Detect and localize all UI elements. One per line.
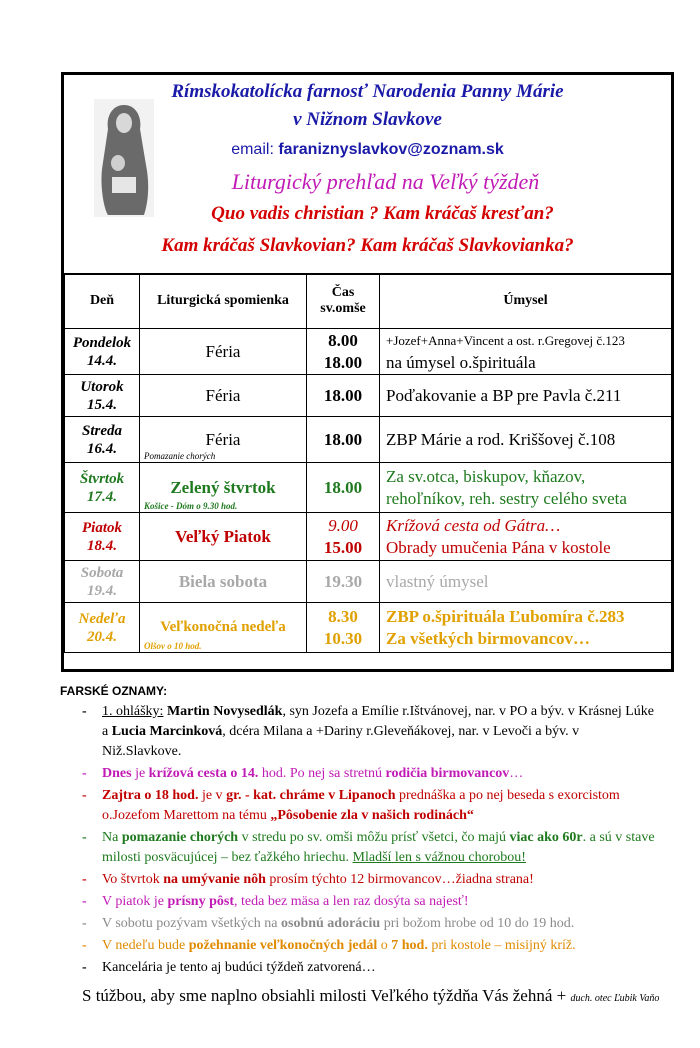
intention-cell (380, 463, 672, 513)
observance-cell (140, 561, 307, 603)
notice-text: Kancelária je tento aj budúci týždeň zatvorená… (102, 960, 376, 975)
day-cell (65, 513, 140, 561)
day-name: Streda (81, 422, 122, 439)
notice-text: V nedeľu bude požehnanie veľkonočných jedál o 7 hod. pri kostole – misijný kríž. (102, 938, 576, 953)
intention-1: Krížová cesta od Gátra… (386, 515, 561, 535)
time-cell (307, 463, 380, 513)
bullet-dash: - (82, 830, 87, 845)
mass-time-1: 9.00 (328, 515, 358, 535)
notice-item (60, 702, 660, 762)
day-date: 18.4. (87, 537, 117, 554)
col-header-den: Deň (65, 274, 140, 329)
intention-2: Obrady umučenia Pána v kostole (386, 537, 611, 557)
intention-cell (380, 329, 672, 375)
parish-notices (60, 684, 660, 980)
notice-text: V piatok je prísny pôst, teda bez mäsa a len raz dosýta sa najesť! (102, 894, 469, 909)
table-row (65, 561, 672, 603)
notice-text: Dnes je krížová cesta o 14. hod. Po nej sa stretnú rodičia birmovancov… (102, 766, 524, 781)
col-header-spomienka: Liturgická spomienka (140, 274, 307, 329)
notice-text: Na pomazanie chorých v stredu po sv. omši môžu prísť všetci, čo majú viac ako 60r. a sú v stave milosti posväcujúcej – bez ťažkého hriechu. Mladší len s vážnou chorobou! (102, 830, 655, 865)
notice-text: 1. ohlášky: Martin Novysedlák, syn Jozefa a Emílie r.Ištvánovej, nar. v PO a býv. v Krásnej Lúke a Lucia Marcinková, dcéra Milana a +Dariny r.Gleveňákovej, nar. v Levoči a býv. v Niž.Slavkove. (102, 704, 655, 759)
day-date: 19.4. (87, 582, 117, 599)
time-cell (307, 375, 380, 417)
observance: Féria (205, 429, 241, 449)
bullet-dash: - (82, 960, 87, 975)
mass-time-2: 15.00 (323, 537, 363, 557)
notice-text: V sobotu pozývam všetkých na osobnú adoráciu pri božom hrobe od 10 do 19 hod. (102, 916, 575, 931)
notices-title: FARSKÉ OZNAMY: (60, 684, 168, 698)
mass-time-2: 18.00 (323, 352, 363, 372)
notice-item (60, 828, 660, 868)
intention-cell (380, 375, 672, 417)
table-row (65, 603, 672, 653)
day-date: 14.4. (87, 352, 117, 369)
observance-cell (140, 603, 307, 653)
bullet-dash: - (82, 894, 87, 909)
observance: Féria (205, 341, 241, 361)
mass-time-1: 18.00 (323, 385, 363, 405)
observance: Biela sobota (178, 571, 268, 591)
col-header-cas: Čas sv.omše (307, 274, 380, 329)
motto-line-1: Quo vadis christian ? Kam kráčaš kresťan? (211, 203, 554, 224)
day-date: 15.4. (87, 396, 117, 413)
observance-cell (140, 375, 307, 417)
mass-time-1: 19.30 (323, 571, 363, 591)
header (64, 75, 671, 275)
mass-time-2: 10.30 (323, 628, 363, 648)
email-address: faraniznyslavkov@zoznam.sk (278, 141, 504, 158)
day-cell (65, 561, 140, 603)
intention-1: vlastný úmysel (386, 571, 489, 591)
parish-name: Rímskokatolícka farnosť Narodenia Panny Márie (171, 81, 564, 102)
notice-text: Vo štvrtok na umývanie nôh prosím týchto 12 birmovancov…žiadna strana! (102, 872, 534, 887)
email-label: email: (231, 141, 279, 158)
parish-location: v Nižnom Slavkove (293, 109, 442, 130)
observance-note: Olšov o 10 hod. (144, 641, 202, 651)
notice-item (60, 786, 660, 826)
day-name: Pondelok (72, 334, 132, 351)
day-cell (65, 329, 140, 375)
intention-1: ZBP Márie a rod. Kriššovej č.108 (386, 429, 616, 449)
intention-cell (380, 561, 672, 603)
day-name: Nedeľa (78, 610, 126, 627)
closing-text: S túžbou, aby sme naplno obsiahli milosti Veľkého týždňa Vás žehná + (82, 986, 571, 1005)
intention-cell (380, 603, 672, 653)
day-name: Sobota (80, 564, 124, 581)
col-header-umysel: Úmysel (380, 274, 672, 329)
day-date: 20.4. (87, 628, 117, 645)
email-line (64, 141, 671, 159)
notice-item (60, 914, 660, 934)
notice-item (60, 892, 660, 912)
table-row (65, 375, 672, 417)
observance: Zelený štvrtok (170, 477, 276, 497)
motto-line-2: Kam kráčaš Slavkovian? Kam kráčaš Slavkovianka? (161, 235, 574, 256)
intention-cell (380, 513, 672, 561)
table-header-row (65, 274, 672, 329)
bullet-dash: - (82, 872, 87, 887)
signature: duch. otec Ľubik Vaňo (570, 993, 660, 1004)
notice-item (60, 764, 660, 784)
subtitle: Liturgický prehľad na Veľký týždeň (231, 169, 540, 194)
notice-item (60, 870, 660, 890)
observance-note: Pomazanie chorých (144, 451, 216, 461)
notice-item (60, 936, 660, 956)
day-cell (65, 463, 140, 513)
mass-time-1: 8.30 (328, 606, 358, 626)
time-cell (307, 561, 380, 603)
closing-blessing (82, 986, 659, 1006)
bullet-dash: - (82, 766, 87, 781)
time-cell (307, 417, 380, 463)
notice-item (60, 958, 660, 978)
bullet-dash: - (82, 916, 87, 931)
intention-2: na úmysel o.špirituála (386, 352, 536, 372)
day-cell (65, 375, 140, 417)
notices-list (60, 702, 660, 978)
table-row (65, 417, 672, 463)
notice-text: Zajtra o 18 hod. je v gr. - kat. chráme v Lipanoch prednáška a po nej beseda s exorcistom o.Jozefom Marettom na tému „Pôsobenie zla v našich rodinách“ (102, 788, 620, 823)
time-cell (307, 603, 380, 653)
observance: Féria (205, 385, 241, 405)
table-row (65, 513, 672, 561)
time-cell (307, 513, 380, 561)
intention-1: +Jozef+Anna+Vincent a ost. r.Gregovej č.123 (386, 332, 625, 348)
observance: Veľkonočná nedeľa (160, 619, 286, 635)
observance-cell (140, 417, 307, 463)
intention-1: Poďakovanie a BP pre Pavla č.211 (386, 385, 622, 405)
bullet-dash: - (82, 788, 87, 803)
day-date: 16.4. (87, 440, 117, 457)
bulletin-frame (61, 72, 674, 672)
bullet-dash: - (82, 938, 87, 953)
intention-1: ZBP o.špirituála Ľubomíra č.283 (386, 606, 625, 626)
intention-2: Za všetkých birmovancov… (386, 628, 590, 648)
mass-time-1: 18.00 (323, 477, 363, 497)
time-cell (307, 329, 380, 375)
observance-note: Košice - Dóm o 9.30 hod. (144, 501, 238, 511)
intention-cell (380, 417, 672, 463)
day-name: Utorok (80, 378, 124, 395)
day-name: Piatok (82, 519, 122, 536)
table-row (65, 463, 672, 513)
day-cell (65, 603, 140, 653)
bullet-dash: - (82, 704, 87, 719)
schedule-table (64, 273, 672, 653)
observance-cell (140, 463, 307, 513)
schedule-body (65, 329, 672, 653)
table-row (65, 329, 672, 375)
day-name: Štvrtok (79, 470, 125, 487)
observance-cell (140, 329, 307, 375)
intention-1: Za sv.otca, biskupov, kňazov, (386, 466, 586, 486)
observance-cell (140, 513, 307, 561)
mass-time-1: 18.00 (323, 429, 363, 449)
day-date: 17.4. (87, 488, 117, 505)
intention-2: rehoľníkov, reh. sestry celého sveta (386, 488, 627, 508)
day-cell (65, 417, 140, 463)
mass-time-1: 8.00 (328, 330, 358, 350)
observance: Veľký Piatok (175, 526, 271, 546)
